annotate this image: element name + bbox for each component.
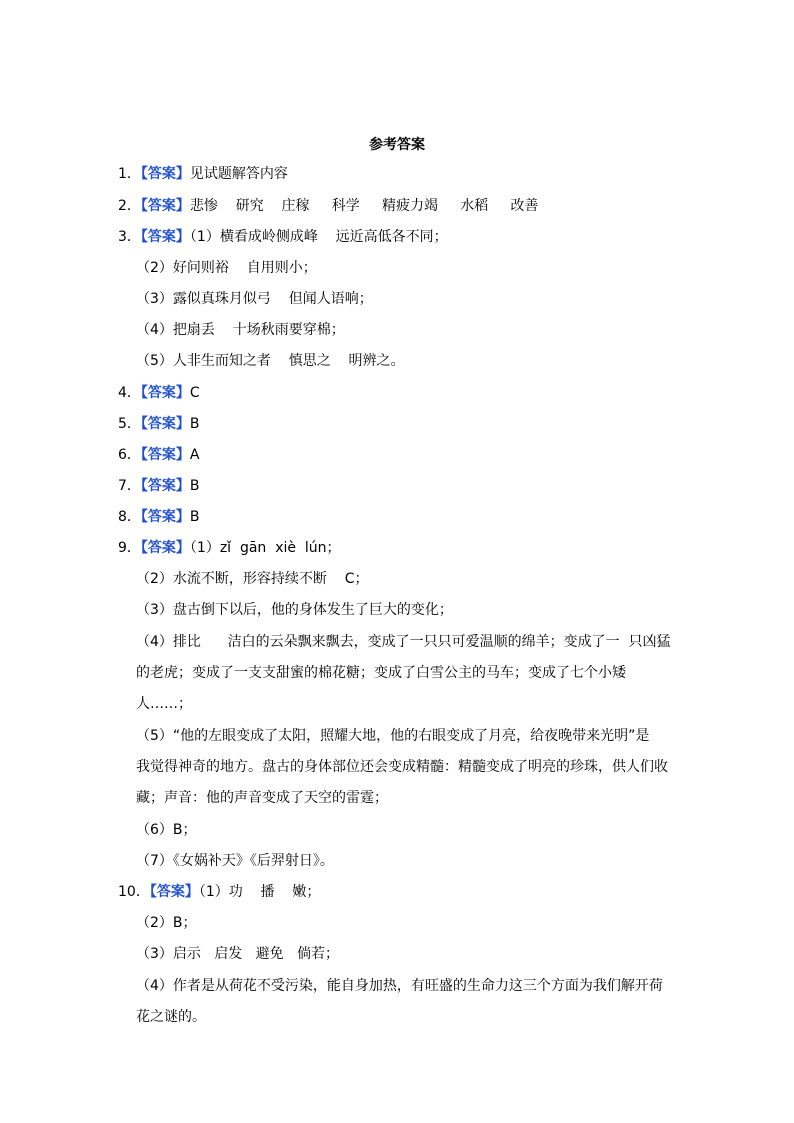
- answer-subline: 藏；声音：他的声音变成了天空的雷霆；: [136, 790, 388, 806]
- item-text: 见试题解答内容: [189, 166, 288, 182]
- answer-subline: （3）盘古倒下以后，他的身体发生了巨大的变化；: [136, 602, 453, 618]
- answer-subline: （4）作者是从荷花不受污染，能自身加热，有旺盛的生命力这三个方面为我们解开荷: [136, 978, 663, 994]
- item-number: 3．: [118, 229, 141, 245]
- item-text: （1）横看成岭侧成峰 远近高低各不同；: [189, 229, 448, 245]
- item-number: 2．: [118, 198, 141, 214]
- item-text: A: [189, 447, 200, 463]
- answer-subline: （5）人非生而知之者 慎思之 明辨之。: [136, 353, 405, 369]
- answer-tag: 【答案】: [149, 884, 199, 900]
- item-number: 1．: [118, 166, 141, 182]
- answer-subline: （4）排比 洁白的云朵飘来飘去，变成了一只只可爱温顺的绵羊；变成了一 只凶猛: [136, 634, 671, 650]
- answer-item: [118, 414, 200, 434]
- answer-subline: （2）水流不断，形容持续不断 C；: [136, 571, 369, 587]
- answer-tag: 【答案】: [140, 447, 190, 463]
- answer-subline: 的老虎；变成了一支支甜蜜的棉花糖；变成了白雪公主的马车；变成了七个小矮: [136, 665, 626, 681]
- item-number: 8．: [118, 509, 141, 525]
- item-text: B: [189, 478, 200, 494]
- answer-subline: （2）B；: [136, 915, 197, 931]
- item-text: （1）zǐ gān xiè lún；: [189, 540, 341, 556]
- answer-item: [118, 445, 200, 465]
- answer-subline: （3）启示 启发 避免 倘若；: [136, 946, 339, 962]
- answer-subline: （7）《女娲补天》《后羿射日》。: [136, 853, 334, 869]
- item-number: 9．: [118, 540, 141, 556]
- item-number: 7．: [118, 478, 141, 494]
- answer-subline: （6）B；: [136, 822, 197, 838]
- answer-item: [118, 227, 448, 247]
- page-title: 参考答案: [369, 137, 425, 153]
- answer-item: [118, 196, 539, 216]
- item-text: B: [189, 416, 200, 432]
- answer-subline: （3）露似真珠月似弓 但闻人语响；: [136, 291, 373, 307]
- answer-item: [118, 538, 341, 558]
- answer-item: [118, 882, 320, 902]
- answer-subline: （2）好问则裕 自用则小；: [136, 260, 317, 276]
- answer-subline: 人……；: [136, 696, 192, 712]
- answer-subline: 花之谜的。: [136, 1009, 206, 1025]
- answer-subline: 我觉得神奇的地方。盘古的身体部位还会变成精髓：精髓变成了明亮的珍珠，供人们收: [136, 759, 668, 775]
- item-number: 6．: [118, 447, 141, 463]
- answer-item: [118, 383, 200, 403]
- answer-tag: 【答案】: [140, 385, 190, 401]
- answer-subline: （4）把扇丢 十场秋雨要穿棉；: [136, 322, 345, 338]
- item-text: 悲惨 研究 庄稼 科学 精疲力竭 水稻 改善: [189, 198, 539, 214]
- item-text: （1）功 播 嫩；: [198, 884, 321, 900]
- answer-tag: 【答案】: [140, 509, 190, 525]
- answer-item: [118, 164, 288, 184]
- answer-tag: 【答案】: [140, 229, 190, 245]
- answer-tag: 【答案】: [140, 416, 190, 432]
- item-text: C: [189, 385, 200, 401]
- answer-tag: 【答案】: [140, 198, 190, 214]
- item-number: 5．: [118, 416, 141, 432]
- answer-tag: 【答案】: [140, 166, 190, 182]
- answer-item: [118, 507, 200, 527]
- answer-item: [118, 476, 200, 496]
- answer-subline: （5）“他的左眼变成了太阳，照耀大地，他的右眼变成了月亮，给夜晚带来光明”是: [136, 728, 650, 744]
- item-number: 10．: [118, 884, 150, 900]
- answer-tag: 【答案】: [140, 540, 190, 556]
- item-text: B: [189, 509, 200, 525]
- answer-tag: 【答案】: [140, 478, 190, 494]
- item-number: 4．: [118, 385, 141, 401]
